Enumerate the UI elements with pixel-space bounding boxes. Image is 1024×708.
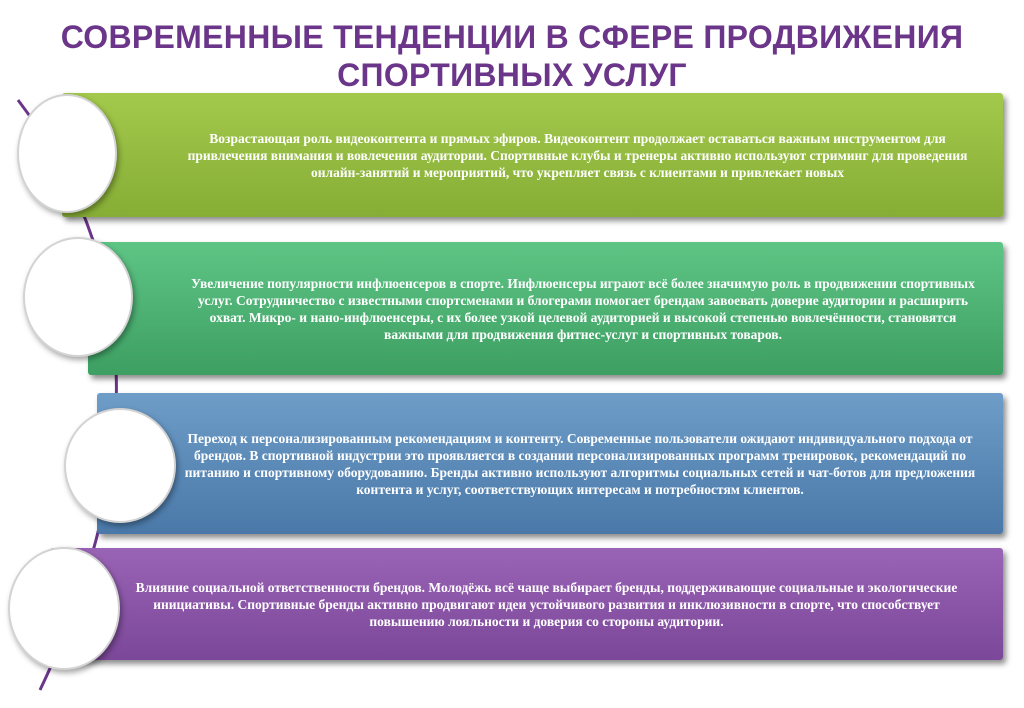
title-line-2: СПОРТИВНЫХ УСЛУГ bbox=[337, 57, 687, 93]
trend-text-personalization: Переход к персонализированным рекомендациям и контенту. Современные пользователи ожидают индивидуального подхода от брендов. В спортивной индустрии это проявляется в создании персонализированных программ тренировок, рекомендаций по питанию и спортивному оборудованию. Бренды активно используют алгоритмы социальных сетей и чат-ботов для предложения контента и услуг, соответствующих интересам и потребностям клиентов. bbox=[184, 430, 976, 497]
trend-circle-4 bbox=[8, 547, 120, 670]
trend-text-influencers: Увеличение популярности инфлюенсеров в спорте. Инфлюенсеры играют всё более значимую роль в продвижении спортивных услуг. Сотрудничество с известными спортсменами и блогерами помогает брендам завоевать доверие аудитории и расширить охват. Микро- и нано-инфлюенсеры, с их более узкой целевой аудиторией и высокой степенью вовлечённости, становятся важными для продвижения фитнес-услуг и спортивных товаров. bbox=[191, 275, 975, 342]
trend-block-personalization bbox=[97, 393, 1003, 534]
trend-circle-2 bbox=[23, 237, 133, 357]
trend-block-influencers bbox=[88, 242, 1003, 375]
trend-block-video-content bbox=[62, 93, 1003, 217]
trend-text-social-responsibility: Влияние социальной ответственности брендов. Молодёжь всё чаще выбирает бренды, поддерживающие социальные и экологические инициативы. Спортивные бренды активно продвигают идеи устойчивого развития и инклюзивности в спорте, что способствует повышению лояльности и доверия со стороны аудитории. bbox=[135, 579, 958, 629]
trend-block-social-responsibility bbox=[50, 548, 1003, 660]
trend-text-video-content: Возрастающая роль видеоконтента и прямых эфиров. Видеоконтент продолжает оставаться важным инструментом для привлечения внимания и вовлечения аудитории. Спортивные клубы и тренеры активно используют стриминг для проведения онлайн-занятий и мероприятий, что укрепляет связь с клиентами и привлекает новых bbox=[187, 130, 968, 180]
trend-circle-1 bbox=[17, 94, 117, 213]
trend-circle-3 bbox=[64, 408, 176, 523]
title-line-1: СОВРЕМЕННЫЕ ТЕНДЕНЦИИ В СФЕРЕ ПРОДВИЖЕНИЯ bbox=[60, 19, 964, 55]
